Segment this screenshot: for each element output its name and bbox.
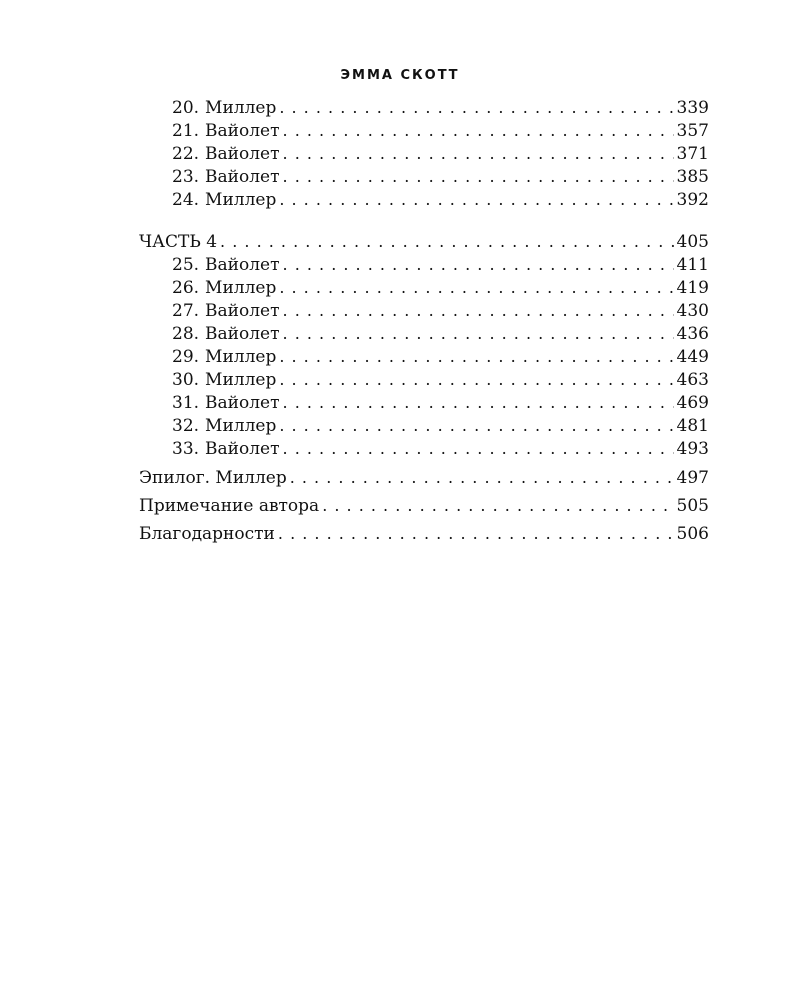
chapter-number: 26. — [172, 278, 200, 298]
page-number: 436 — [676, 324, 709, 344]
toc-entry — [139, 368, 709, 391]
toc-entry — [139, 276, 709, 299]
chapter-number: 23. — [172, 167, 200, 187]
toc-entry — [139, 322, 709, 345]
page-number: 339 — [676, 98, 709, 118]
dot-leader — [322, 492, 673, 520]
chapter-title: Вайолет — [205, 144, 280, 164]
toc-entry — [139, 165, 709, 188]
page-number: 405 — [676, 232, 709, 252]
chapter-number: 25. — [172, 255, 200, 275]
dot-leader — [279, 188, 673, 211]
chapter-number: 21. — [172, 121, 200, 141]
chapter-number: 29. — [172, 347, 200, 367]
dot-leader — [290, 464, 674, 492]
chapter-title: Миллер — [205, 416, 277, 436]
dot-leader — [283, 299, 674, 322]
dot-leader — [283, 165, 674, 188]
chapter-title: Вайолет — [205, 255, 280, 275]
page-number: 493 — [676, 439, 709, 459]
toc-entry — [139, 142, 709, 165]
page-number: 371 — [676, 144, 709, 164]
toc-author-note — [139, 492, 709, 520]
page-number: 357 — [676, 121, 709, 141]
page-number: 481 — [676, 416, 709, 436]
spacer — [139, 211, 709, 230]
page-number: 449 — [676, 347, 709, 367]
chapter-title: Вайолет — [205, 324, 280, 344]
dot-leader — [279, 345, 673, 368]
toc-entry — [139, 391, 709, 414]
toc-entry — [139, 437, 709, 460]
toc-acknowledgements — [139, 520, 709, 548]
chapter-title: Вайолет — [205, 121, 280, 141]
dot-leader — [279, 414, 673, 437]
page-number: 430 — [676, 301, 709, 321]
toc-entry — [139, 414, 709, 437]
chapter-number: 20. — [172, 98, 200, 118]
acknowledgements-title: Благодарности — [139, 524, 275, 544]
page-number: 419 — [676, 278, 709, 298]
chapter-number: 31. — [172, 393, 200, 413]
chapter-number: 30. — [172, 370, 200, 390]
chapter-number: 22. — [172, 144, 200, 164]
chapter-title: Вайолет — [205, 393, 280, 413]
toc-entry — [139, 299, 709, 322]
author-note-title: Примечание автора — [139, 496, 320, 516]
page-number: 506 — [676, 524, 709, 544]
dot-leader — [283, 437, 674, 460]
toc-part-heading — [139, 230, 709, 253]
table-of-contents — [139, 96, 709, 548]
chapter-number: 33. — [172, 439, 200, 459]
chapter-title: Миллер — [205, 347, 277, 367]
toc-entry — [139, 345, 709, 368]
toc-entry — [139, 96, 709, 119]
chapter-number: 32. — [172, 416, 200, 436]
chapter-title: Вайолет — [205, 167, 280, 187]
page-number: 469 — [676, 393, 709, 413]
toc-entry — [139, 119, 709, 142]
toc-entry — [139, 253, 709, 276]
toc-entry — [139, 188, 709, 211]
chapter-title: Миллер — [205, 98, 277, 118]
page-number: 505 — [676, 496, 709, 516]
chapter-title: Миллер — [205, 370, 277, 390]
page-number: 497 — [676, 468, 709, 488]
chapter-title: Вайолет — [205, 439, 280, 459]
chapter-number: 28. — [172, 324, 200, 344]
dot-leader — [283, 142, 674, 165]
toc-epilogue — [139, 464, 709, 492]
chapter-number: 24. — [172, 190, 200, 210]
chapter-title: Вайолет — [205, 301, 280, 321]
dot-leader — [279, 96, 673, 119]
dot-leader — [279, 276, 673, 299]
page-number: 463 — [676, 370, 709, 390]
dot-leader — [279, 368, 673, 391]
page-number: 392 — [676, 190, 709, 210]
page-number: 411 — [676, 255, 709, 275]
chapter-title: Миллер — [205, 278, 277, 298]
running-head: ЭММА СКОТТ — [340, 68, 460, 83]
dot-leader — [283, 119, 674, 142]
dot-leader — [283, 391, 674, 414]
dot-leader — [278, 520, 674, 548]
dot-leader — [220, 230, 674, 253]
chapter-number: 27. — [172, 301, 200, 321]
part-title: ЧАСТЬ 4 — [139, 232, 218, 252]
page-number: 385 — [676, 167, 709, 187]
dot-leader — [283, 253, 674, 276]
chapter-title: Миллер — [205, 190, 277, 210]
epilogue-title: Эпилог. Миллер — [139, 468, 287, 488]
dot-leader — [283, 322, 674, 345]
